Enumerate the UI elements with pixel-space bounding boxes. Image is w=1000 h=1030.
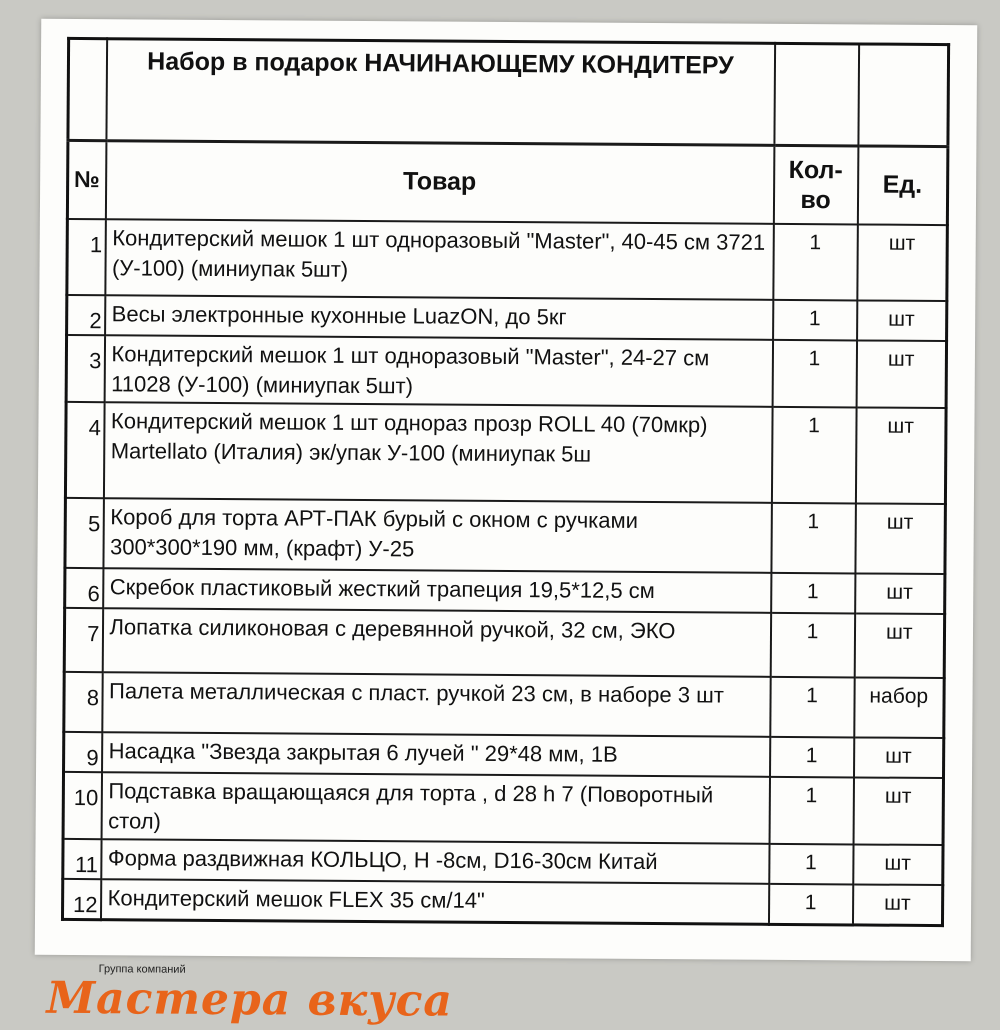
row-quantity: 1 bbox=[773, 223, 858, 300]
table-row bbox=[66, 334, 946, 407]
row-item-name: Короб для торта АРТ-ПАК бурый с окном с ручками 300*300*190 мм, (крафт) У-25 bbox=[103, 498, 771, 573]
row-item-name: Лопатка силиконовая с деревянной ручкой, 32 см, ЭКО bbox=[102, 608, 770, 677]
table-row bbox=[65, 497, 945, 573]
table-row bbox=[64, 731, 944, 777]
row-quantity: 1 bbox=[769, 843, 853, 884]
row-quantity: 1 bbox=[770, 676, 854, 737]
row-quantity: 1 bbox=[772, 339, 856, 407]
table-row bbox=[65, 401, 946, 503]
row-item-name: Кондитерский мешок 1 шт однораз прозр ROLL 40 (70мкр) Martellato (Италия) эк/упак У-100 (миниупак 5ш bbox=[103, 402, 772, 503]
row-unit: набор bbox=[854, 677, 944, 738]
title-row bbox=[68, 38, 949, 146]
row-number: 6 bbox=[65, 567, 103, 607]
row-number: 10 bbox=[63, 771, 101, 838]
row-number: 4 bbox=[65, 401, 104, 497]
row-number: 2 bbox=[67, 294, 105, 334]
row-number: 1 bbox=[67, 218, 106, 294]
table-row bbox=[65, 567, 945, 613]
row-quantity: 1 bbox=[771, 572, 855, 613]
row-number: 3 bbox=[66, 334, 104, 401]
row-item-name: Палета металлическая с пласт. ручкой 23 см, в наборе 3 шт bbox=[102, 672, 770, 737]
row-number: 8 bbox=[64, 671, 102, 731]
row-unit: шт bbox=[855, 573, 945, 614]
row-item-name: Кондитерский мешок 1 шт одноразовый "Master", 24-27 см 11028 (У-100) (миниупак 5шт) bbox=[104, 335, 772, 407]
table-row bbox=[67, 294, 947, 340]
gift-set-card bbox=[35, 19, 978, 1027]
row-item-name: Подставка вращающаяся для торта , d 28 h 7 (Поворотный стол) bbox=[101, 772, 769, 844]
items-table bbox=[61, 37, 950, 927]
logo-brand-name: Мастера вкуса bbox=[46, 972, 454, 1027]
row-unit: шт bbox=[856, 340, 946, 408]
logo-group-label: Группа компаний bbox=[98, 963, 186, 976]
row-unit: шт bbox=[853, 777, 943, 845]
row-number: 7 bbox=[64, 607, 102, 671]
table-row bbox=[67, 218, 948, 300]
row-item-name: Насадка "Звезда закрытая 6 лучей " 29*48 мм, 1В bbox=[102, 732, 770, 777]
header-row bbox=[67, 140, 948, 224]
row-unit: шт bbox=[853, 844, 943, 885]
table-row bbox=[64, 671, 944, 737]
row-quantity: 1 bbox=[770, 736, 854, 777]
row-quantity: 1 bbox=[768, 883, 852, 924]
row-quantity: 1 bbox=[769, 776, 853, 844]
company-logo bbox=[46, 957, 454, 1027]
row-item-name: Весы электронные кухонные LuazON, до 5кг bbox=[105, 295, 773, 340]
row-unit: шт bbox=[852, 884, 942, 925]
header-quantity: Кол-во bbox=[773, 145, 858, 224]
row-item-name: Кондитерский мешок FLEX 35 см/14" bbox=[100, 879, 768, 924]
row-number: 9 bbox=[64, 731, 102, 771]
row-quantity: 1 bbox=[771, 502, 855, 573]
table-row bbox=[63, 838, 943, 884]
row-number: 11 bbox=[63, 838, 101, 878]
header-unit: Ед. bbox=[857, 146, 948, 225]
row-quantity: 1 bbox=[771, 406, 856, 503]
table-row bbox=[64, 607, 944, 677]
row-item-name: Форма раздвижная КОЛЬЦО, Н -8см, D16-30см Китай bbox=[101, 839, 769, 884]
row-unit: шт bbox=[854, 737, 944, 778]
row-unit: шт bbox=[857, 300, 947, 341]
row-unit: шт bbox=[855, 407, 946, 504]
table-row bbox=[62, 878, 942, 925]
header-item: Товар bbox=[105, 141, 774, 224]
row-number: 5 bbox=[65, 497, 103, 567]
row-unit: шт bbox=[854, 613, 944, 678]
row-unit: шт bbox=[857, 224, 948, 301]
row-quantity: 1 bbox=[770, 612, 854, 677]
row-item-name: Скребок пластиковый жесткий трапеция 19,5*12,5 см bbox=[103, 568, 771, 613]
items-body bbox=[62, 218, 947, 925]
row-unit: шт bbox=[855, 503, 945, 574]
row-number: 12 bbox=[62, 878, 100, 919]
table-row bbox=[63, 771, 943, 844]
row-item-name: Кондитерский мешок 1 шт одноразовый "Master", 40-45 см 3721 (У-100) (миниупак 5шт) bbox=[105, 219, 774, 300]
set-title: Набор в подарок НАЧИНАЮЩЕМУ КОНДИТЕРУ bbox=[106, 39, 775, 146]
row-quantity: 1 bbox=[773, 299, 857, 340]
header-number: № bbox=[67, 140, 106, 218]
